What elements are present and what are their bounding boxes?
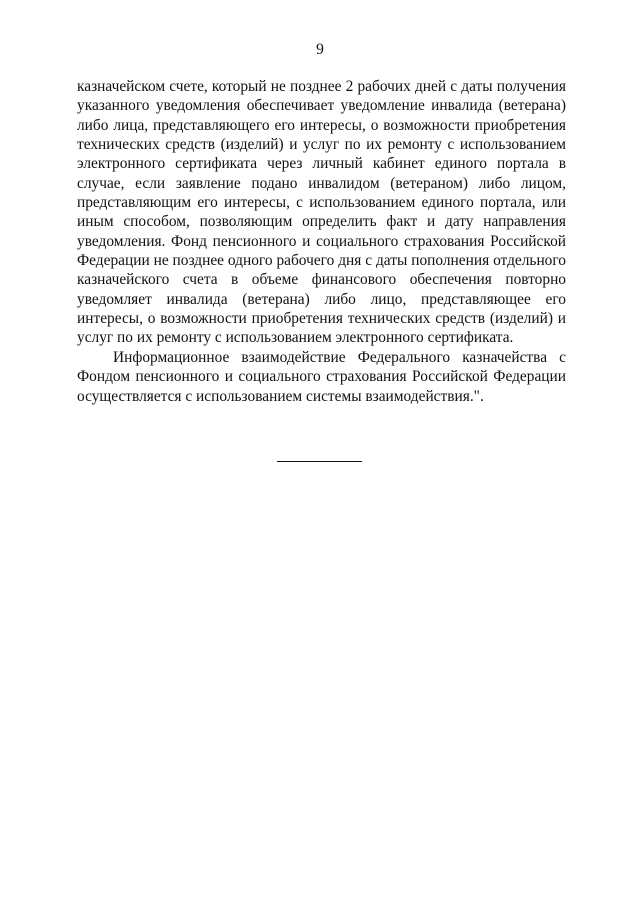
end-of-text-rule [277, 461, 362, 462]
page-number: 9 [316, 41, 324, 58]
document-body [77, 77, 566, 406]
paragraph-continuation: казначейском счете, который не позднее 2 рабочих дней с даты получения указанного уведомления обеспечивает уведомление инвалида (ветерана) либо лица, представляющего его интересы, о возможности приобретения технических средств (изделий) и услуг по их ремонту с использованием электронного сертификата через личный кабинет единого портала в случае, если заявление подано инвалидом (ветераном) либо лицом, представляющим его интересы, с использованием единого портала, или иным способом, позволяющим определить факт и дату направления уведомления. Фонд пенсионного и социального страхования Российской Федерации не позднее одного рабочего дня с даты пополнения отдельного казначейского счета в объеме финансового обеспечения повторно уведомляет инвалида (ветерана) либо лицо, представляющее его интересы, о возможности приобретения технических средств (изделий) и услуг по их ремонту с использованием электронного сертификата. [77, 78, 566, 347]
paragraph-interaction: Информационное взаимодействие Федерального казначейства с Фондом пенсионного и социального страхования Российской Федерации осуществляется с использованием системы взаимодействия.". [77, 348, 566, 405]
